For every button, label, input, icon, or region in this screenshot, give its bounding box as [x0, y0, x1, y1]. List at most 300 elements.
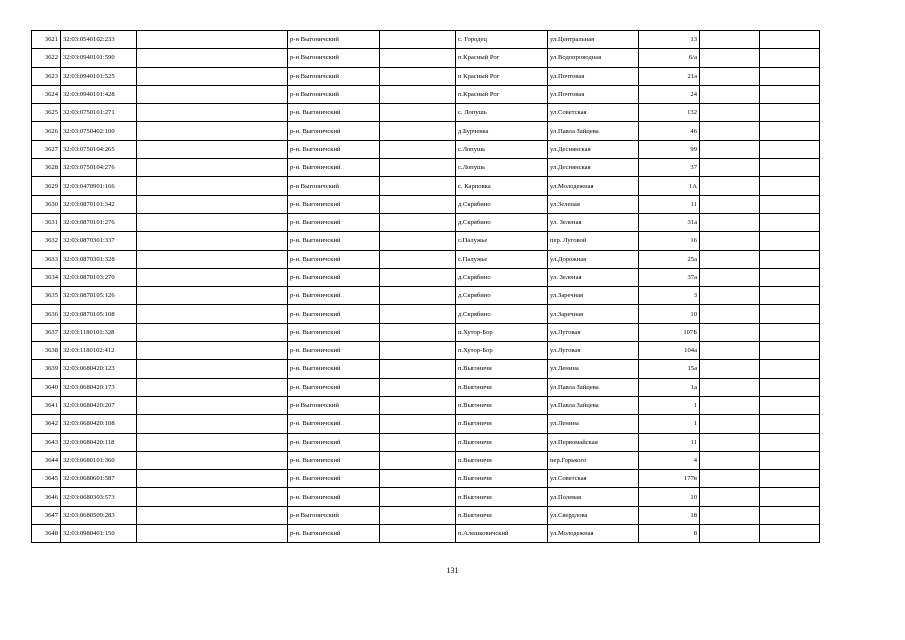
house-number-cell: 132 [639, 104, 700, 122]
cadastral-number-cell: 32:03:0870103:270 [61, 268, 137, 286]
house-number-cell: 3 [639, 287, 700, 305]
blank-cell-a [137, 49, 288, 67]
district-cell: р-н Выгоничский [288, 177, 380, 195]
table-row [32, 488, 820, 506]
blank-cell-d [760, 396, 820, 414]
cadastral-number-cell: 32:03:0680509:283 [61, 506, 137, 524]
blank-cell-c [700, 415, 760, 433]
blank-cell-b [380, 323, 456, 341]
district-cell: р-н Выгоничский [288, 85, 380, 103]
row-number-cell: 3632 [32, 232, 61, 250]
row-number-cell: 3628 [32, 159, 61, 177]
district-cell: р-н. Выгоничский [288, 268, 380, 286]
table-row [32, 195, 820, 213]
street-cell: ул.Ленина [548, 415, 639, 433]
blank-cell-a [137, 433, 288, 451]
cadastral-number-cell: 32:03:0680420:108 [61, 415, 137, 433]
settlement-cell: с.Лопушь [456, 140, 548, 158]
page-number: 131 [446, 566, 459, 575]
street-cell: ул.Центральная [548, 31, 639, 49]
street-cell: ул. Зеленая [548, 268, 639, 286]
table-row [32, 287, 820, 305]
street-cell: ул.Первомайская [548, 433, 639, 451]
blank-cell-b [380, 525, 456, 543]
street-cell: ул.Деснянская [548, 140, 639, 158]
blank-cell-d [760, 67, 820, 85]
blank-cell-a [137, 396, 288, 414]
district-cell: р-н. Выгоничский [288, 378, 380, 396]
blank-cell-a [137, 195, 288, 213]
cadastral-number-cell: 32:03:0870301:337 [61, 232, 137, 250]
house-number-cell: 18 [639, 506, 700, 524]
settlement-cell: п.Алешковичский [456, 525, 548, 543]
settlement-cell: д.Скрябино [456, 213, 548, 231]
row-number-cell: 3630 [32, 195, 61, 213]
house-number-cell: 11 [639, 195, 700, 213]
district-cell: р-н Выгоничский [288, 31, 380, 49]
blank-cell-b [380, 67, 456, 85]
district-cell: р-н. Выгоничский [288, 287, 380, 305]
district-cell: р-н. Выгоничский [288, 195, 380, 213]
table-row [32, 305, 820, 323]
row-number-cell: 3635 [32, 287, 61, 305]
blank-cell-c [700, 104, 760, 122]
blank-cell-b [380, 433, 456, 451]
table-row [32, 451, 820, 469]
cadastral-number-cell: 32:03:0680303:573 [61, 488, 137, 506]
blank-cell-c [700, 488, 760, 506]
street-cell: ул. Зеленая [548, 213, 639, 231]
blank-cell-c [700, 360, 760, 378]
row-number-cell: 3643 [32, 433, 61, 451]
cadastral-number-cell: 32:03:0870101:342 [61, 195, 137, 213]
blank-cell-b [380, 85, 456, 103]
house-number-cell: 46 [639, 122, 700, 140]
row-number-cell: 3637 [32, 323, 61, 341]
table-row [32, 213, 820, 231]
row-number-cell: 3646 [32, 488, 61, 506]
blank-cell-d [760, 104, 820, 122]
cadastral-number-cell: 32:03:0870101:276 [61, 213, 137, 231]
blank-cell-a [137, 250, 288, 268]
table-row [32, 67, 820, 85]
blank-cell-d [760, 433, 820, 451]
house-number-cell: 1 [639, 415, 700, 433]
district-cell: р-н. Выгоничский [288, 323, 380, 341]
blank-cell-c [700, 67, 760, 85]
cadastral-number-cell: 32:03:0750101:271 [61, 104, 137, 122]
blank-cell-a [137, 451, 288, 469]
row-number-cell: 3622 [32, 49, 61, 67]
settlement-cell: п.Красный Рог [456, 85, 548, 103]
district-cell: р-н. Выгоничский [288, 232, 380, 250]
table-row [32, 433, 820, 451]
settlement-cell: д.Скрябино [456, 305, 548, 323]
cadastral-number-cell: 32:03:0750104:265 [61, 140, 137, 158]
blank-cell-d [760, 360, 820, 378]
blank-cell-b [380, 232, 456, 250]
blank-cell-b [380, 470, 456, 488]
settlement-cell: с. Карповка [456, 177, 548, 195]
blank-cell-b [380, 396, 456, 414]
blank-cell-b [380, 342, 456, 360]
settlement-cell: д.Скрябино [456, 195, 548, 213]
blank-cell-b [380, 104, 456, 122]
table-row [32, 250, 820, 268]
blank-cell-c [700, 305, 760, 323]
district-cell: р-н. Выгоничский [288, 122, 380, 140]
table-row [32, 323, 820, 341]
street-cell: ул.Луговая [548, 323, 639, 341]
blank-cell-b [380, 195, 456, 213]
district-cell: р-н. Выгоничский [288, 433, 380, 451]
table-row [32, 104, 820, 122]
blank-cell-a [137, 213, 288, 231]
blank-cell-a [137, 525, 288, 543]
blank-cell-d [760, 31, 820, 49]
blank-cell-c [700, 140, 760, 158]
blank-cell-d [760, 85, 820, 103]
house-number-cell: 99 [639, 140, 700, 158]
house-number-cell: 8 [639, 525, 700, 543]
house-number-cell: 37 [639, 159, 700, 177]
row-number-cell: 3642 [32, 415, 61, 433]
house-number-cell: 4 [639, 451, 700, 469]
row-number-cell: 3631 [32, 213, 61, 231]
blank-cell-a [137, 232, 288, 250]
blank-cell-c [700, 177, 760, 195]
blank-cell-c [700, 122, 760, 140]
street-cell: ул.Советская [548, 470, 639, 488]
row-number-cell: 3627 [32, 140, 61, 158]
blank-cell-b [380, 31, 456, 49]
district-cell: р-н. Выгоничский [288, 250, 380, 268]
settlement-cell: п.Красный Рог [456, 49, 548, 67]
cadastral-number-cell: 32:03:0750402:100 [61, 122, 137, 140]
settlement-cell: п.Выгоничи [456, 396, 548, 414]
cadastral-number-cell: 32:03:1180101:328 [61, 323, 137, 341]
cadastral-number-cell: 32:03:0680420:207 [61, 396, 137, 414]
blank-cell-b [380, 415, 456, 433]
cadastral-number-cell: 32:03:0680420:118 [61, 433, 137, 451]
street-cell: ул.Ленина [548, 360, 639, 378]
table-row [32, 49, 820, 67]
street-cell: ул.Полевая [548, 488, 639, 506]
cadastral-number-cell: 32:03:0680420:173 [61, 378, 137, 396]
row-number-cell: 3621 [32, 31, 61, 49]
street-cell: пер. Луговой [548, 232, 639, 250]
street-cell: ул.Павла Зайцева [548, 378, 639, 396]
district-cell: р-н Выгоничский [288, 67, 380, 85]
table-row [32, 396, 820, 414]
table-row [32, 342, 820, 360]
blank-cell-a [137, 159, 288, 177]
house-number-cell: 31а [639, 213, 700, 231]
cadastral-number-cell: 32:03:0750104:276 [61, 159, 137, 177]
street-cell: пер.Горького [548, 451, 639, 469]
blank-cell-b [380, 488, 456, 506]
row-number-cell: 3623 [32, 67, 61, 85]
table-row [32, 177, 820, 195]
settlement-cell: п.Хутор-Бор [456, 323, 548, 341]
district-cell: р-н. Выгоничский [288, 525, 380, 543]
house-number-cell: 10 [639, 305, 700, 323]
settlement-cell: с.Палужье [456, 232, 548, 250]
street-cell: ул.Заречная [548, 287, 639, 305]
street-cell: ул.Водопроводная [548, 49, 639, 67]
blank-cell-c [700, 451, 760, 469]
blank-cell-d [760, 122, 820, 140]
row-number-cell: 3638 [32, 342, 61, 360]
table-row [32, 159, 820, 177]
district-cell: р-н. Выгоничский [288, 104, 380, 122]
blank-cell-c [700, 396, 760, 414]
blank-cell-c [700, 433, 760, 451]
blank-cell-a [137, 342, 288, 360]
blank-cell-b [380, 305, 456, 323]
table-body [32, 31, 820, 543]
house-number-cell: 25а [639, 250, 700, 268]
district-cell: р-н. Выгоничский [288, 415, 380, 433]
house-number-cell: 177в [639, 470, 700, 488]
blank-cell-d [760, 470, 820, 488]
row-number-cell: 3648 [32, 525, 61, 543]
settlement-cell: с. Лопушь [456, 104, 548, 122]
table-row [32, 85, 820, 103]
district-cell: р-н. Выгоничский [288, 488, 380, 506]
blank-cell-c [700, 268, 760, 286]
cadastral-number-cell: 32:03:0980401:150 [61, 525, 137, 543]
table-row [32, 232, 820, 250]
blank-cell-c [700, 31, 760, 49]
cadastral-number-cell: 32:03:0870105:108 [61, 305, 137, 323]
settlement-cell: д.Скрябино [456, 268, 548, 286]
settlement-cell: п.Выгоничи [456, 415, 548, 433]
blank-cell-d [760, 177, 820, 195]
blank-cell-c [700, 250, 760, 268]
row-number-cell: 3641 [32, 396, 61, 414]
house-number-cell: 6/а [639, 49, 700, 67]
street-cell: ул.Дорожная [548, 250, 639, 268]
settlement-cell: п.Выгоничи [456, 433, 548, 451]
blank-cell-d [760, 342, 820, 360]
street-cell: ул.Луговая [548, 342, 639, 360]
settlement-cell: п.Выгоничи [456, 488, 548, 506]
settlement-cell: п Красный Рог [456, 67, 548, 85]
blank-cell-b [380, 159, 456, 177]
blank-cell-d [760, 213, 820, 231]
row-number-cell: 3624 [32, 85, 61, 103]
district-cell: р-н. Выгоничский [288, 140, 380, 158]
street-cell: ул.Почтовая [548, 67, 639, 85]
blank-cell-d [760, 287, 820, 305]
district-cell: р-н Выгоничский [288, 506, 380, 524]
house-number-cell: 21а [639, 67, 700, 85]
blank-cell-c [700, 470, 760, 488]
blank-cell-d [760, 49, 820, 67]
table-row [32, 525, 820, 543]
blank-cell-d [760, 415, 820, 433]
house-number-cell: 1 [639, 396, 700, 414]
blank-cell-d [760, 140, 820, 158]
cadastral-number-cell: 32:03:0680420:123 [61, 360, 137, 378]
row-number-cell: 3645 [32, 470, 61, 488]
district-cell: р-н. Выгоничский [288, 451, 380, 469]
blank-cell-b [380, 122, 456, 140]
house-number-cell: 1а [639, 378, 700, 396]
house-number-cell: 11 [639, 433, 700, 451]
blank-cell-c [700, 159, 760, 177]
table-row [32, 506, 820, 524]
blank-cell-d [760, 323, 820, 341]
blank-cell-b [380, 49, 456, 67]
house-number-cell: 1А [639, 177, 700, 195]
blank-cell-c [700, 287, 760, 305]
settlement-cell: д.Скрябино [456, 287, 548, 305]
street-cell: ул.Молодежная [548, 525, 639, 543]
blank-cell-a [137, 323, 288, 341]
row-number-cell: 3636 [32, 305, 61, 323]
district-cell: р-н. Выгоничский [288, 213, 380, 231]
district-cell: р-н Выгоничский [288, 49, 380, 67]
cadastral-number-cell: 32:03:0870105:126 [61, 287, 137, 305]
blank-cell-a [137, 104, 288, 122]
house-number-cell: 15а [639, 360, 700, 378]
table-row [32, 140, 820, 158]
row-number-cell: 3634 [32, 268, 61, 286]
blank-cell-a [137, 122, 288, 140]
blank-cell-b [380, 287, 456, 305]
blank-cell-a [137, 31, 288, 49]
cadastral-number-cell: 32:03:1180102:412 [61, 342, 137, 360]
blank-cell-d [760, 268, 820, 286]
blank-cell-c [700, 195, 760, 213]
cadastral-number-cell: 32:03:0940101:428 [61, 85, 137, 103]
table-row [32, 31, 820, 49]
settlement-cell: д.Бурчевка [456, 122, 548, 140]
settlement-cell: п.Выгоничи [456, 360, 548, 378]
row-number-cell: 3633 [32, 250, 61, 268]
table-row [32, 415, 820, 433]
blank-cell-a [137, 287, 288, 305]
street-cell: ул.Деснянская [548, 159, 639, 177]
row-number-cell: 3626 [32, 122, 61, 140]
settlement-cell: п.Выгоничи [456, 470, 548, 488]
blank-cell-a [137, 378, 288, 396]
settlement-cell: с.Лопушь [456, 159, 548, 177]
blank-cell-b [380, 140, 456, 158]
settlement-cell: п.Выгоничи [456, 451, 548, 469]
cadastral-number-cell: 32:03:0680101:360 [61, 451, 137, 469]
blank-cell-a [137, 177, 288, 195]
settlement-cell: п.Выгоничи [456, 506, 548, 524]
blank-cell-d [760, 159, 820, 177]
blank-cell-a [137, 488, 288, 506]
blank-cell-d [760, 506, 820, 524]
blank-cell-d [760, 525, 820, 543]
blank-cell-c [700, 85, 760, 103]
street-cell: ул.Заречная [548, 305, 639, 323]
blank-cell-d [760, 488, 820, 506]
settlement-cell: п.Хутор-Бор [456, 342, 548, 360]
street-cell: ул.Павла Зайцева [548, 122, 639, 140]
blank-cell-a [137, 470, 288, 488]
house-number-cell: 16 [639, 232, 700, 250]
blank-cell-a [137, 67, 288, 85]
cadastral-number-cell: 32:03:0870301:328 [61, 250, 137, 268]
blank-cell-b [380, 360, 456, 378]
row-number-cell: 3625 [32, 104, 61, 122]
blank-cell-d [760, 305, 820, 323]
district-cell: р-н Выгоничский [288, 396, 380, 414]
row-number-cell: 3639 [32, 360, 61, 378]
blank-cell-d [760, 250, 820, 268]
cadastral-number-cell: 32:03:0680601:587 [61, 470, 137, 488]
street-cell: ул.Почтовая [548, 85, 639, 103]
row-number-cell: 3647 [32, 506, 61, 524]
cadastral-number-cell: 32:03:0940101:590 [61, 49, 137, 67]
blank-cell-c [700, 525, 760, 543]
street-cell: ул.Свердлова [548, 506, 639, 524]
blank-cell-a [137, 268, 288, 286]
street-cell: ул.Павла Зайцева [548, 396, 639, 414]
blank-cell-d [760, 195, 820, 213]
blank-cell-a [137, 305, 288, 323]
house-number-cell: 107Б [639, 323, 700, 341]
blank-cell-c [700, 49, 760, 67]
blank-cell-a [137, 85, 288, 103]
table-row [32, 470, 820, 488]
district-cell: р-н. Выгоничский [288, 360, 380, 378]
blank-cell-c [700, 342, 760, 360]
district-cell: р-н. Выгоничский [288, 159, 380, 177]
table-row [32, 378, 820, 396]
blank-cell-d [760, 378, 820, 396]
house-number-cell: 104а [639, 342, 700, 360]
row-number-cell: 3640 [32, 378, 61, 396]
blank-cell-b [380, 250, 456, 268]
table-row [32, 122, 820, 140]
street-cell: ул.Молодежная [548, 177, 639, 195]
house-number-cell: 24 [639, 85, 700, 103]
house-number-cell: 13 [639, 31, 700, 49]
blank-cell-c [700, 506, 760, 524]
blank-cell-d [760, 232, 820, 250]
cadastral-number-cell: 32:03:0940101:525 [61, 67, 137, 85]
row-number-cell: 3629 [32, 177, 61, 195]
blank-cell-a [137, 415, 288, 433]
settlement-cell: п.Выгоничи [456, 378, 548, 396]
cadastral-number-cell: 32:03:0540102:233 [61, 31, 137, 49]
settlement-cell: с. Городец [456, 31, 548, 49]
blank-cell-b [380, 378, 456, 396]
blank-cell-a [137, 140, 288, 158]
blank-cell-c [700, 213, 760, 231]
blank-cell-a [137, 506, 288, 524]
blank-cell-b [380, 177, 456, 195]
blank-cell-b [380, 268, 456, 286]
house-number-cell: 10 [639, 488, 700, 506]
street-cell: ул.Зеленая [548, 195, 639, 213]
row-number-cell: 3644 [32, 451, 61, 469]
blank-cell-b [380, 451, 456, 469]
street-cell: ул.Советская [548, 104, 639, 122]
table-row [32, 268, 820, 286]
blank-cell-b [380, 506, 456, 524]
blank-cell-c [700, 232, 760, 250]
blank-cell-c [700, 378, 760, 396]
district-cell: р-н. Выгоничский [288, 342, 380, 360]
